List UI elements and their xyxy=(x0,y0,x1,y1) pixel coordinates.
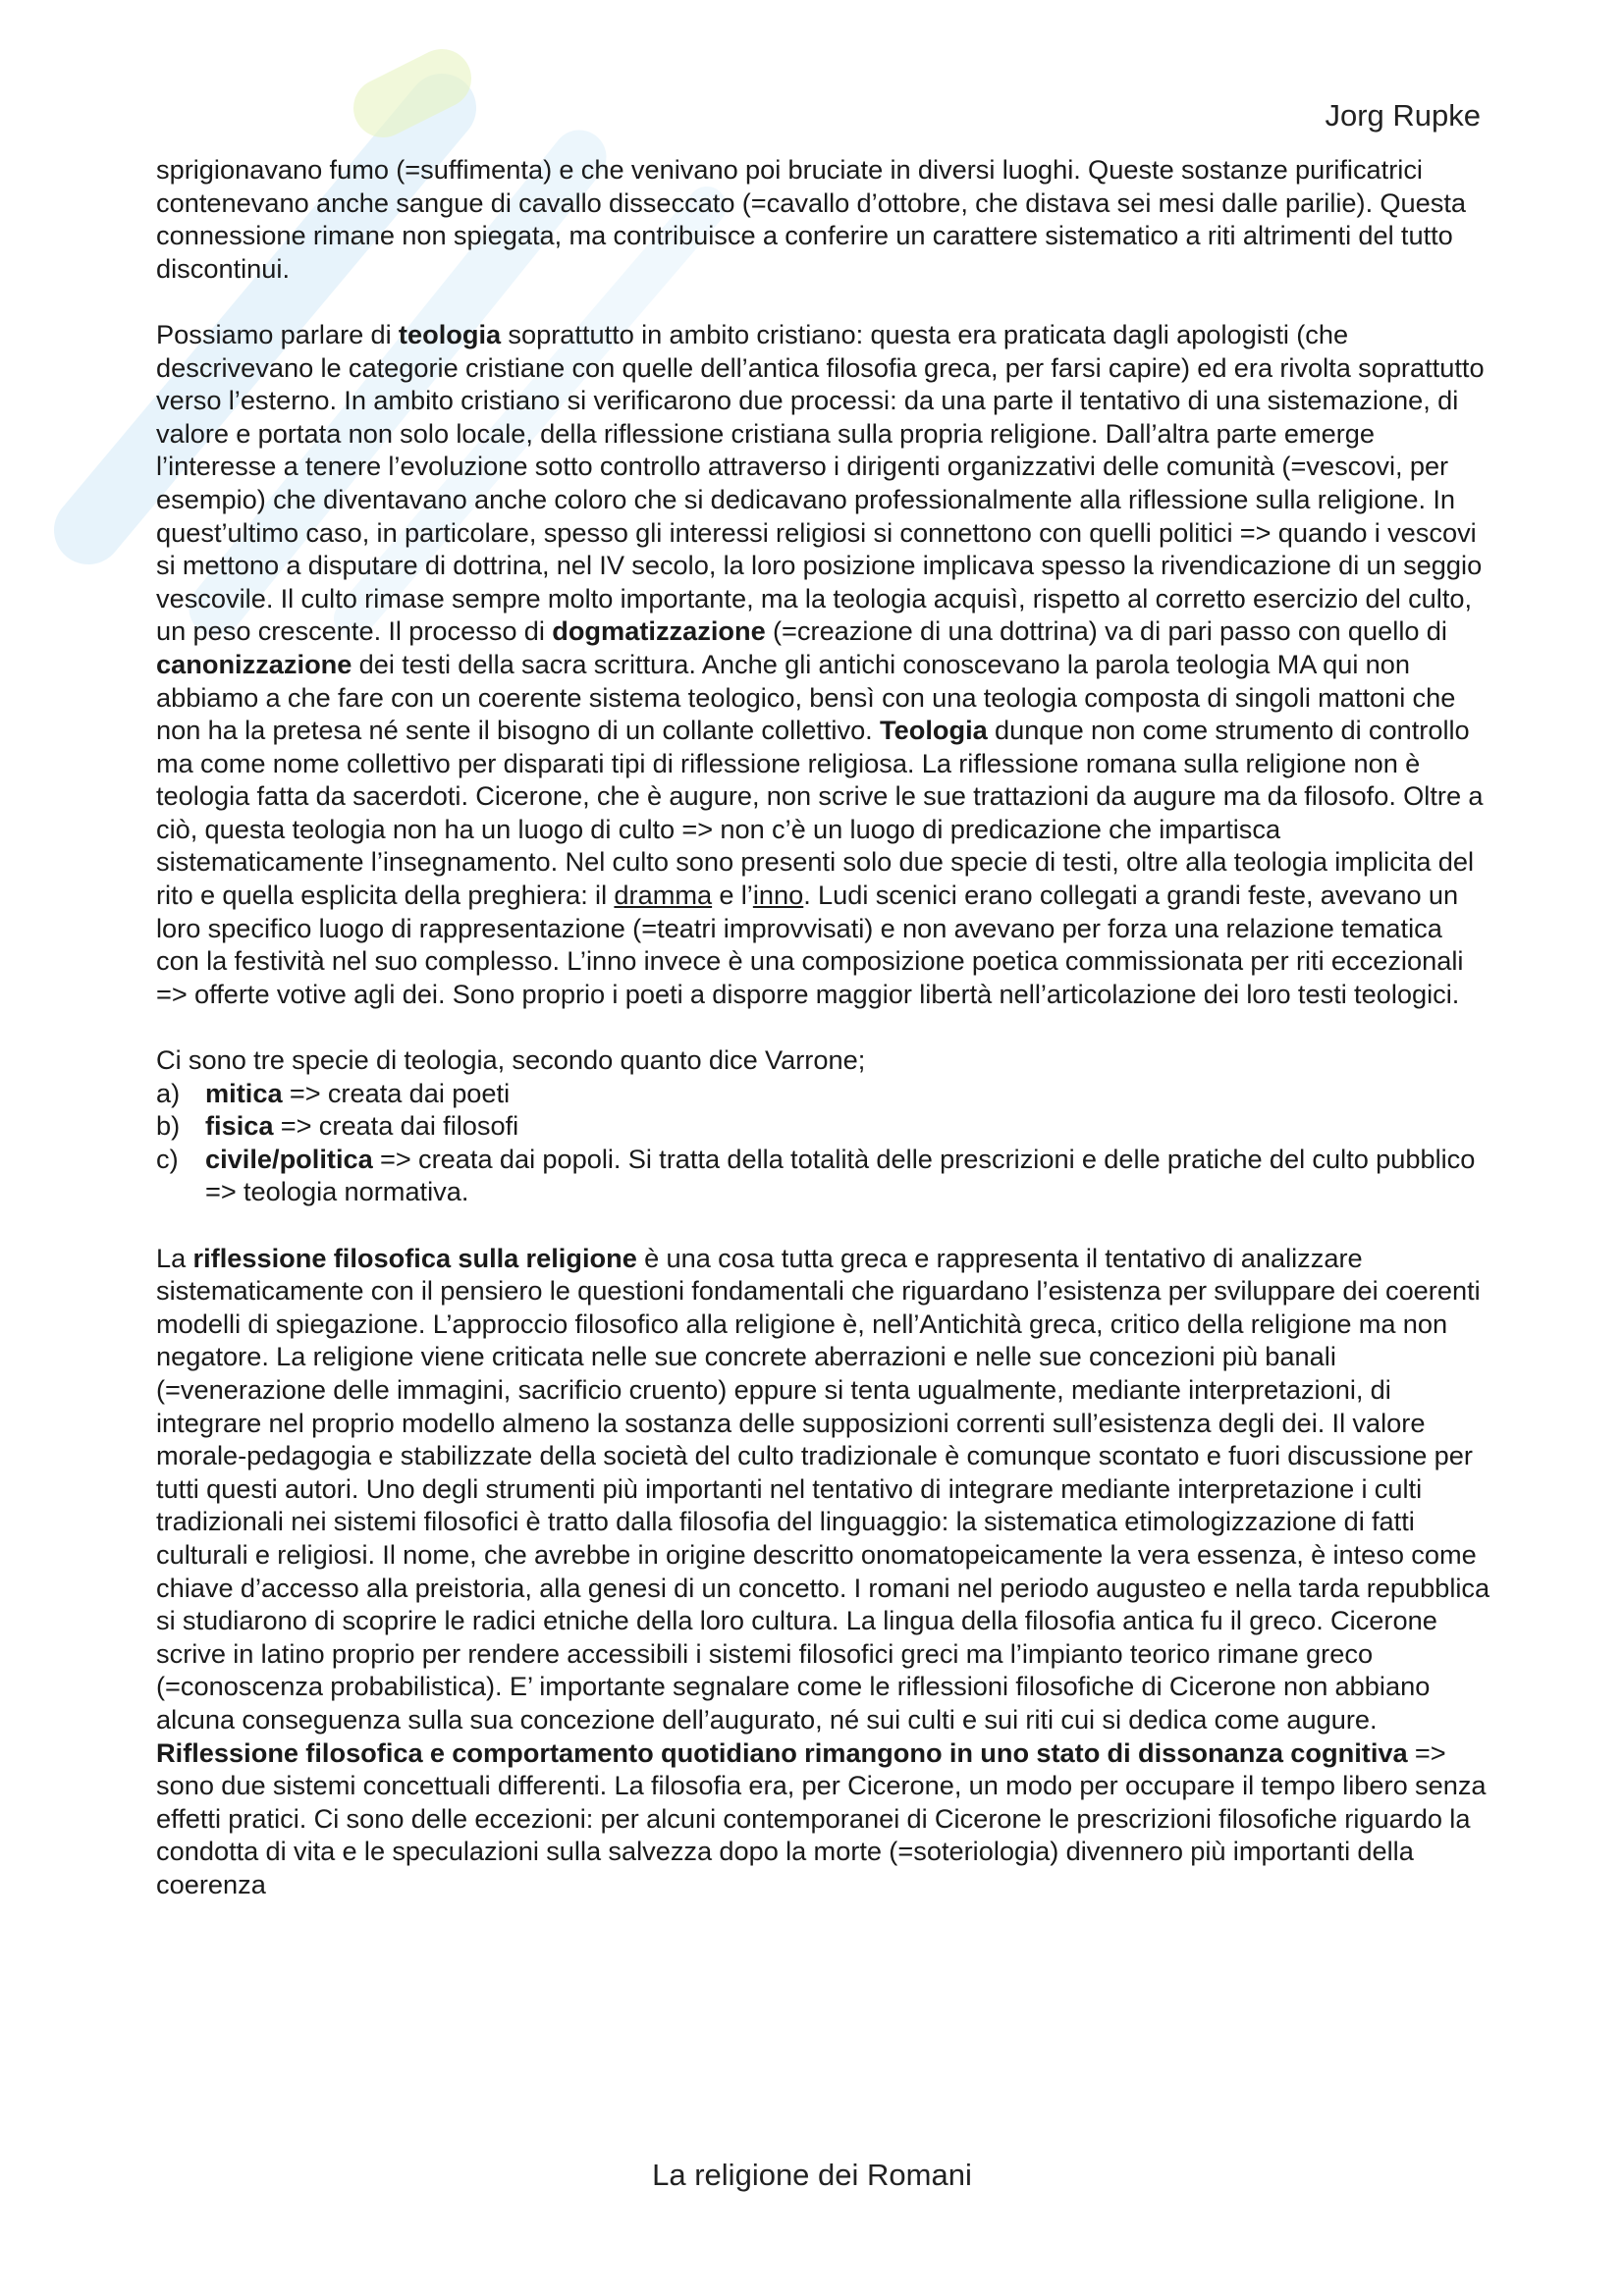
underlined-term-inno: inno xyxy=(752,880,804,911)
text-span: Possiamo parlare di xyxy=(156,318,399,349)
paragraph-2 xyxy=(156,318,1491,1010)
text-span: => sono due sistemi concettuali differenti. La filosofia era, per Cicerone, un modo per occupare il tempo libero senza effetti pratici. Ci sono delle eccezioni: per alcuni contemporanei di Cicerone le prescrizioni filosofiche riguardo la condotta di vita e le speculazioni sulla salvezza dopo la morte (=soteriologia) divennero più importanti della coerenza xyxy=(156,1736,1487,1899)
page-header-author: Jorg Rupke xyxy=(1325,98,1481,133)
bold-term-teologia: teologia xyxy=(398,318,502,349)
paragraph-4 xyxy=(156,1242,1491,1901)
list-text: => creata dai poeti xyxy=(282,1077,511,1108)
bold-term-dogmatizzazione: dogmatizzazione xyxy=(552,615,766,647)
list-content xyxy=(205,1077,1491,1110)
text-span: e l’ xyxy=(712,880,753,911)
bold-term-canonizzazione: canonizzazione xyxy=(156,648,352,679)
list-item xyxy=(156,1077,1491,1110)
bold-term-teologia-2: Teologia xyxy=(880,715,988,746)
list-marker: b) xyxy=(156,1110,181,1142)
bold-term-riflessione-filosofica: riflessione filosofica sulla religione xyxy=(192,1242,637,1273)
bold-statement-dissonanza: Riflessione filosofica e comportamento quotidiano rimangono in uno stato di dissonanza cognitiva xyxy=(156,1736,1408,1768)
underlined-term-dramma: dramma xyxy=(614,880,713,911)
list-item xyxy=(156,1143,1491,1208)
text-span: (=creazione di una dottrina) va di pari passo con quello di xyxy=(765,615,1447,647)
page-footer-title: La religione dei Romani xyxy=(652,2158,972,2192)
list-text: => creata dai popoli. Si tratta della totalità delle prescrizioni e delle pratiche del culto pubblico => teologia normativa. xyxy=(205,1143,1476,1207)
list-term: mitica xyxy=(205,1077,283,1108)
list-text: => creata dai filosofi xyxy=(273,1110,519,1142)
paragraph-3-intro: Ci sono tre specie di teologia, secondo quanto dice Varrone; xyxy=(156,1044,866,1076)
list-term: fisica xyxy=(205,1110,274,1142)
text-span: . Ludi scenici erano collegati a grandi feste, avevano un loro specifico luogo di rappresentazione (=teatri improvvisati) e non avevano per forza una relazione tematica con la festività nel suo complesso. L’inno invece è una composizione poetica commissionata per riti eccezionali => offerte votive agli dei. Sono proprio i poeti a disporre maggior libertà nell’articolazione dei loro testi teologici. xyxy=(156,880,1464,1009)
list-term: civile/politica xyxy=(205,1143,373,1174)
text-span: La xyxy=(156,1242,193,1273)
document-body xyxy=(156,153,1491,1900)
text-span: soprattutto in ambito cristiano: questa era praticata dagli apologisti (che descrivevano le categorie cristiane con quelle dell’antica filosofia greca, per farsi capire) ed era rivolta soprattutto verso l’esterno. In ambito cristiano si verificarono due processi: da una parte il tentativo di una sistemazione, di valore e portata non solo locale, della riflessione cristiana sulla propria religione. Dall’altra parte emerge l’interesse a tenere l’evoluzione sotto controllo attraverso i dirigenti organizzativi delle comunità (=vescovi, per esempio) che diventavano anche coloro che si dedicavano professionalmente alla riflessione sulla religione. In quest’ultimo caso, in particolare, spesso gli interessi religiosi si connettono con quelli politici => quando i vescovi si mettono a disputare di dottrina, nel IV secolo, la loro posizione implicava spesso la rivendicazione di un seggio vescovile. Il culto rimase sempre molto importante, ma la teologia acquisì, rispetto al corretto esercizio del culto, un peso crescente. Il processo di xyxy=(156,318,1485,647)
text-span: dei testi della sacra scrittura. Anche gli antichi conoscevano la parola teologia MA qui non abbiamo a che fare con un coerente sistema teologico, bensì con una teologia composta di singoli mattoni che non ha la pretesa né sente il bisogno di un collante collettivo. xyxy=(156,648,1456,746)
theology-types-list xyxy=(156,1077,1491,1208)
list-marker: a) xyxy=(156,1077,181,1108)
paragraph-1: sprigionavano fumo (=suffimenta) e che venivano poi bruciate in diversi luoghi. Queste sostanze purificatrici contenevano anche sangue di cavallo disseccato (=cavallo d’ottobre, che distava sei mesi dalle parilie). Questa connessione rimane non spiegata, ma contribuisce a conferire un carattere sistematico a riti altrimenti del tutto discontinui. xyxy=(156,154,1467,284)
list-content xyxy=(205,1143,1491,1208)
list-content xyxy=(205,1109,1491,1143)
text-span: è una cosa tutta greca e rappresenta il tentativo di analizzare sistematicamente con il pensiero le questioni fondamentali che riguardano l’esistenza per sviluppare dei coerenti modelli di spiegazione. L’approccio filosofico alla religione è, nell’Antichità greca, critico della religione ma non negatore. La religione viene criticata nelle sue concrete aberrazioni e nelle sue concezioni più banali (=venerazione delle immagini, sacrificio cruento) eppure si tenta ugualmente, mediante interpretazioni, di integrare nel proprio modello almeno la sostanza delle supposizioni correnti sull’esistenza degli dei. Il valore morale-pedagogia e stabilizzate della società del culto tradizionale è comunque scontato e fuori discussione per tutti questi autori. Uno degli strumenti più importanti nel tentativo di integrare mediante interpretazione i culti tradizionali nei sistemi filosofici è tratto dalla filosofia del linguaggio: la sistematica etimologizzazione di fatti culturali e religiosi. Il nome, che avrebbe in origine descritto onomatopeicamente la vera essenza, è inteso come chiave d’accesso alla preistoria, alla genesi di un concetto. I romani nel periodo augusteo e nella tarda repubblica si studiarono di scoprire le radici etniche della loro cultura. La lingua della filosofia antica fu il greco. Cicerone scrive in latino proprio per rendere accessibili i sistemi filosofici greci ma l’impianto teorico rimane greco (=conoscenza probabilistica). E’ importante segnalare come le riflessioni filosofiche di Cicerone non abbiano alcuna conseguenza sulla sua concezione dell’augurato, né sui culti e sui riti cui si dedica come augure. xyxy=(156,1242,1490,1735)
text-span: dunque non come strumento di controllo ma come nome collettivo per disparati tipi di riflessione religiosa. La riflessione romana sulla religione non è teologia fatta da sacerdoti. Cicerone, che è augure, non scrive le sue trattazioni da augure ma da filosofo. Oltre a ciò, questa teologia non ha un luogo di culto => non c’è un luogo di predicazione che impartisca sistematicamente l’insegnamento. Nel culto sono presenti solo due specie di testi, oltre alla teologia implicita del rito e quella esplicita della preghiera: il xyxy=(156,715,1484,911)
list-item xyxy=(156,1109,1491,1143)
list-marker: c) xyxy=(156,1143,179,1174)
